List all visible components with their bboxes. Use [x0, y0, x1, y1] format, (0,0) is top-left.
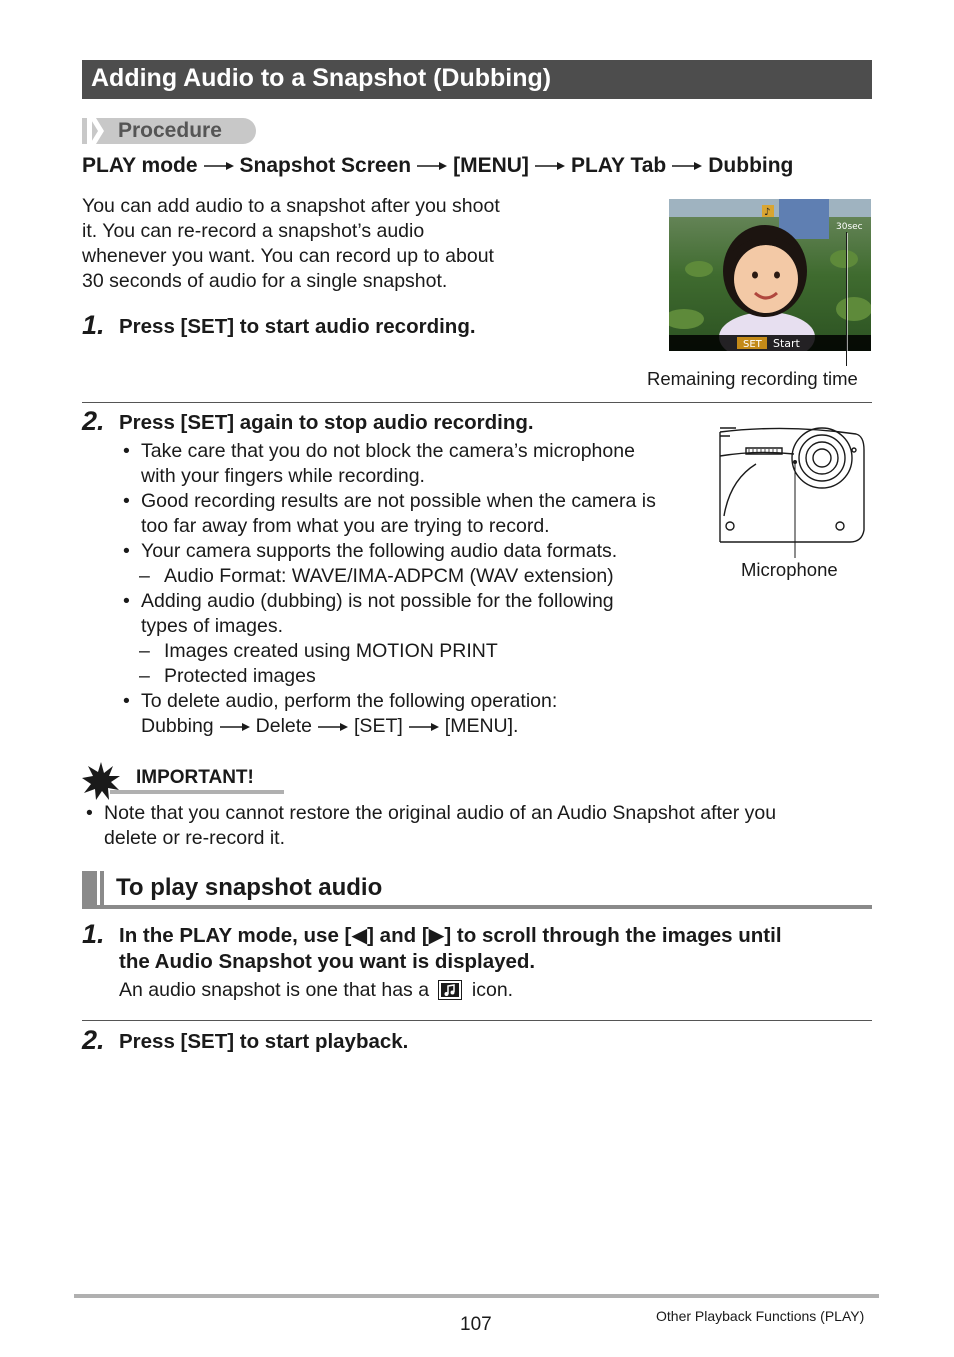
footer-rule: [74, 1294, 879, 1298]
chevron-right-icon: [90, 118, 110, 144]
arrow-right-icon: [318, 722, 348, 732]
nav-step: PLAY Tab: [570, 154, 667, 177]
arrow-right-icon: [672, 161, 702, 171]
procedure-label: Procedure: [118, 119, 222, 142]
important-underline: [110, 790, 284, 794]
svg-text:Start: Start: [773, 337, 800, 350]
important-label: IMPORTANT!: [136, 767, 254, 788]
nav-step: PLAY mode: [82, 154, 198, 177]
svg-text:30sec: 30sec: [836, 222, 863, 232]
sub-list-item: – Audio Format: WAVE/IMA-ADPCM (WAV extension): [139, 565, 614, 587]
dubbing-screen-photo: [669, 199, 871, 351]
delete-operation-path: Dubbing Delete [SET] [MENU].: [141, 715, 519, 737]
menu-navigation-path: [82, 154, 793, 178]
arrow-right-icon: [535, 161, 565, 171]
procedure-tab: [82, 118, 256, 144]
arrow-right-icon: [204, 161, 234, 171]
list-item: • To delete audio, perform the following operation:: [123, 690, 558, 712]
arrow-right-icon: [417, 161, 447, 171]
divider: [82, 402, 872, 403]
svg-text:SET: SET: [743, 339, 762, 350]
microphone-caption: Microphone: [741, 559, 838, 580]
nav-step: [MENU]: [453, 154, 529, 177]
step-number: 1.: [82, 919, 105, 949]
step-number: 1.: [82, 310, 105, 340]
camera-microphone-illustration: [716, 420, 868, 560]
step-text: Press [SET] again to stop audio recording.: [119, 411, 534, 434]
page-title: Adding Audio to a Snapshot (Dubbing): [91, 64, 552, 92]
intro-paragraph: You can add audio to a snapshot after you shoot it. You can re-record a snapshot’s audio whenever you want. You can record up to about 30 seconds of audio for a single snapshot.: [82, 195, 500, 292]
arrow-right-icon: [220, 722, 250, 732]
svg-text:♪: ♪: [764, 207, 771, 218]
step-text: In the PLAY mode, use [◀] and [▶] to scroll through the images until the Audio Snapshot you want is displayed.: [119, 924, 782, 973]
audio-snapshot-icon: [438, 980, 462, 1000]
list-item: • Adding audio (dubbing) is not possible for the following types of images.: [123, 590, 614, 637]
arrow-right-icon: [409, 722, 439, 732]
nav-step: Snapshot Screen: [239, 154, 412, 177]
remaining-time-caption: Remaining recording time: [647, 368, 858, 389]
audio-snapshot-note: An audio snapshot is one that has a icon.: [119, 979, 514, 1001]
step-number: 2.: [82, 406, 105, 436]
callout-line: [846, 232, 847, 366]
list-item: • Your camera supports the following audio data formats.: [123, 540, 618, 562]
step2-bullets: [119, 439, 709, 739]
nav-step: Dubbing: [708, 154, 794, 177]
step-text: Press [SET] to start playback.: [119, 1030, 409, 1053]
step-number: 2.: [82, 1025, 105, 1055]
important-note: • Note that you cannot restore the original audio of an Audio Snapshot after you delete or re-record it.: [86, 802, 777, 849]
step-text: Press [SET] to start audio recording.: [119, 315, 476, 338]
page-number: 107: [460, 1314, 492, 1335]
divider: [82, 1020, 872, 1021]
sub-list-item: – Protected images: [139, 665, 316, 687]
footer-section-title: Other Playback Functions (PLAY): [656, 1308, 865, 1324]
list-item: • Good recording results are not possible when the camera is too far away from what you are trying to record.: [123, 490, 656, 537]
section-title: To play snapshot audio: [116, 874, 383, 901]
starburst-warning-icon: [82, 762, 120, 800]
list-item: • Take care that you do not block the camera’s microphone with your fingers while recording.: [123, 440, 635, 487]
section-heading: [82, 871, 872, 909]
sub-list-item: – Images created using MOTION PRINT: [139, 640, 498, 662]
page-title-bar: [82, 60, 872, 99]
